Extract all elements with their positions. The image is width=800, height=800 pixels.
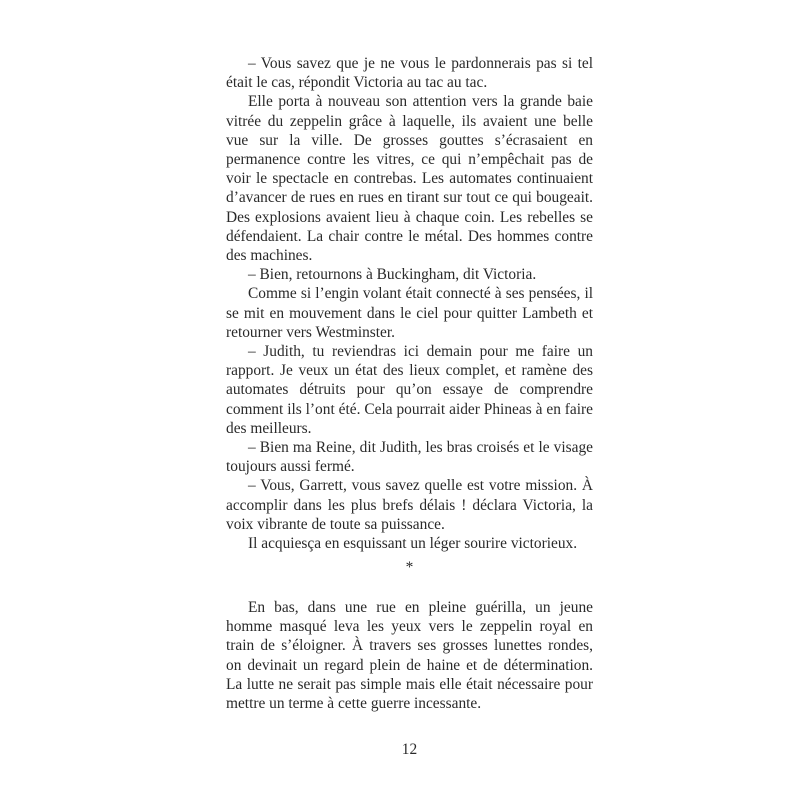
paragraph: Comme si l’engin volant était connecté à ses pensées, il se mit en mouvement dans le ciel pour quitter Lambeth et retourner vers Westminster. xyxy=(226,285,593,341)
paragraph: – Vous, Garrett, vous savez quelle est votre mission. À accomplir dans les plus brefs délais ! déclara Victoria, la voix vibrante de toute sa puissance. xyxy=(226,477,593,533)
paragraph: – Bien, retournons à Buckingham, dit Victoria. xyxy=(248,266,537,284)
page-number: 12 xyxy=(401,741,418,758)
paragraph: Elle porta à nouveau son attention vers la grande baie vitrée du zeppelin grâce à laquelle, ils avaient une belle vue sur la ville. De grosses gouttes s’écrasaient en permanence contre les vitres, ce qui n’empêchait pas de voir le spectacle en contrebas. Les automates continuaient d’avancer de rues en rues en tirant sur tout ce qui bougeait. Des explosions avaient lieu à chaque coin. Les rebelles se défendaient. La chair contre le métal. Des hommes contre des machines. xyxy=(226,93,593,265)
text-block-bottom xyxy=(226,598,593,713)
paragraph: – Judith, tu reviendras ici demain pour me faire un rapport. Je veux un état des lieux complet, et ramène des automates détruits pour qu’on essaye de comprendre comment ils l’ont été. Cela pourrait aider Phineas à en faire des meilleurs. xyxy=(226,343,593,437)
paragraph: – Bien ma Reine, dit Judith, les bras croisés et le visage toujours aussi fermé. xyxy=(226,439,593,476)
paragraph: Il acquiesça en esquissant un léger sourire victorieux. xyxy=(248,535,578,553)
paragraph: – Vous savez que je ne vous le pardonnerais pas si tel était le cas, répondit Victoria au tac au tac. xyxy=(226,55,593,92)
section-separator: * xyxy=(405,559,414,576)
text-block-top xyxy=(226,54,593,553)
paragraph: En bas, dans une rue en pleine guérilla, un jeune homme masqué leva les yeux vers le zeppelin royal en train de s’éloigner. À travers ses grosses lunettes rondes, on devinait un regard plein de haine et de détermination. La lutte ne serait pas simple mais elle était nécessaire pour mettre un terme à cette guerre incessante. xyxy=(226,599,593,713)
